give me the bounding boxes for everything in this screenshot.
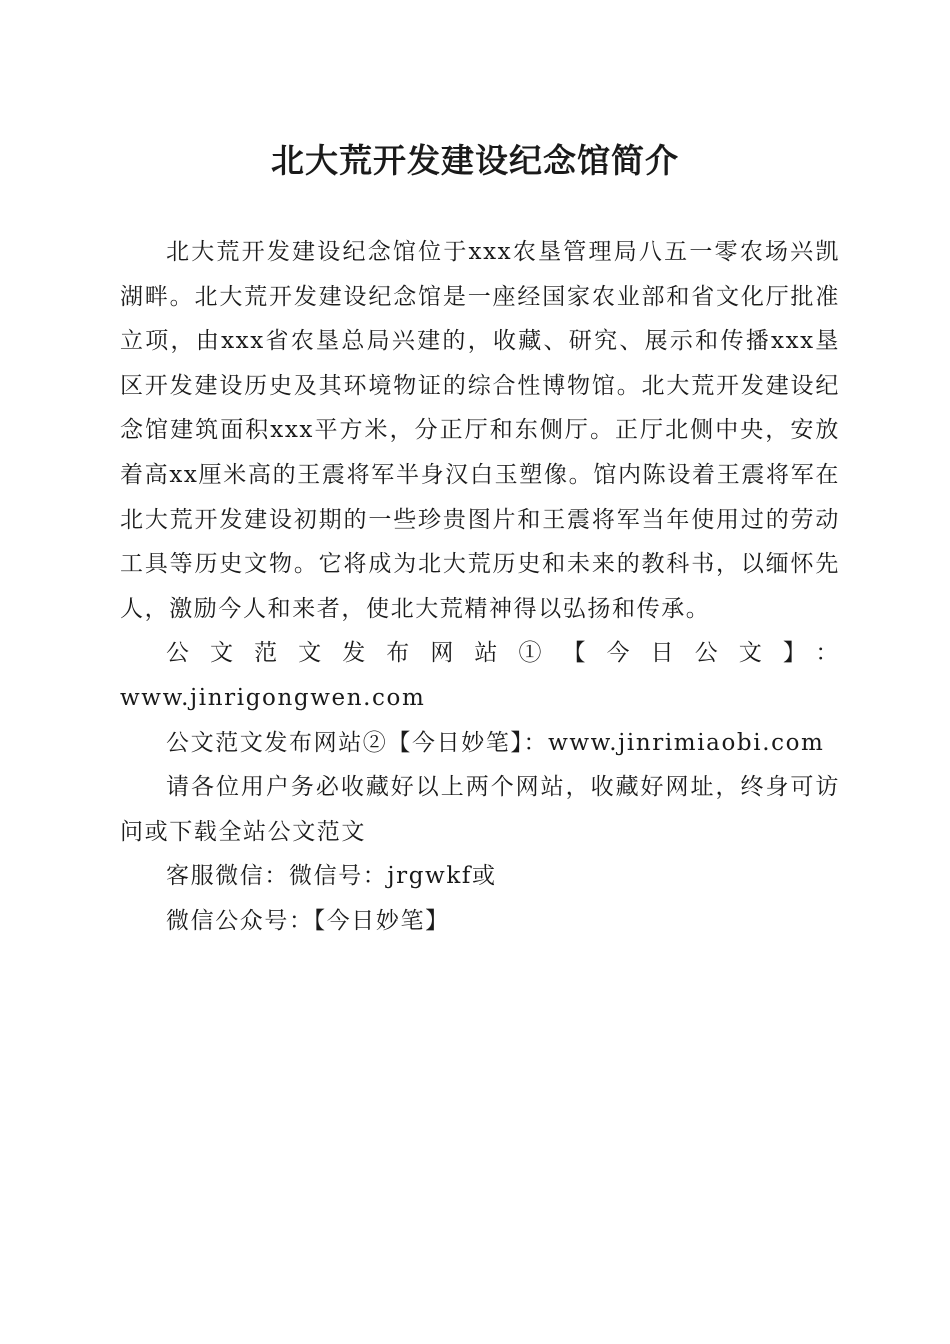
intro-paragraph: 北大荒开发建设纪念馆位于xxx农垦管理局八五一零农场兴凯湖畔。北大荒开发建设纪念馆是一座经国家农业部和省文化厅批准立项，由xxx省农垦总局兴建的，收藏、研究、展示和传播xxx垦区开发建设历史及其环境物证的综合性博物馆。北大荒开发建设纪念馆建筑面积xxx平方米，分正厅和东侧厅。正厅北侧中央，安放着高xx厘米高的王震将军半身汉白玉塑像。馆内陈设着王震将军在北大荒开发建设初期的一些珍贵图片和王震将军当年使用过的劳动工具等历史文物。它将成为北大荒历史和未来的教科书，以缅怀先人，激励今人和来者，使北大荒精神得以弘扬和传承。 xyxy=(120,239,840,622)
page-title: 北大荒开发建设纪念馆简介 xyxy=(271,141,679,180)
document-body xyxy=(120,230,840,944)
service-paragraph: 客服微信：微信号：jrgwkf或 xyxy=(166,863,497,890)
site1-label: 公文范文发布网站①【今日公文】： xyxy=(166,640,840,667)
site1-paragraph xyxy=(120,631,840,676)
reminder-paragraph: 请各位用户务必收藏好以上两个网站，收藏好网址，终身可访问或下载全站公文范文 xyxy=(120,774,840,845)
site1-url: www.jinrigongwen.com xyxy=(120,684,426,711)
official-account-paragraph: 微信公众号：【今日妙笔】 xyxy=(166,907,450,934)
site2-paragraph: 公文范文发布网站②【今日妙笔】：www.jinrimiaobi.com xyxy=(166,729,825,756)
